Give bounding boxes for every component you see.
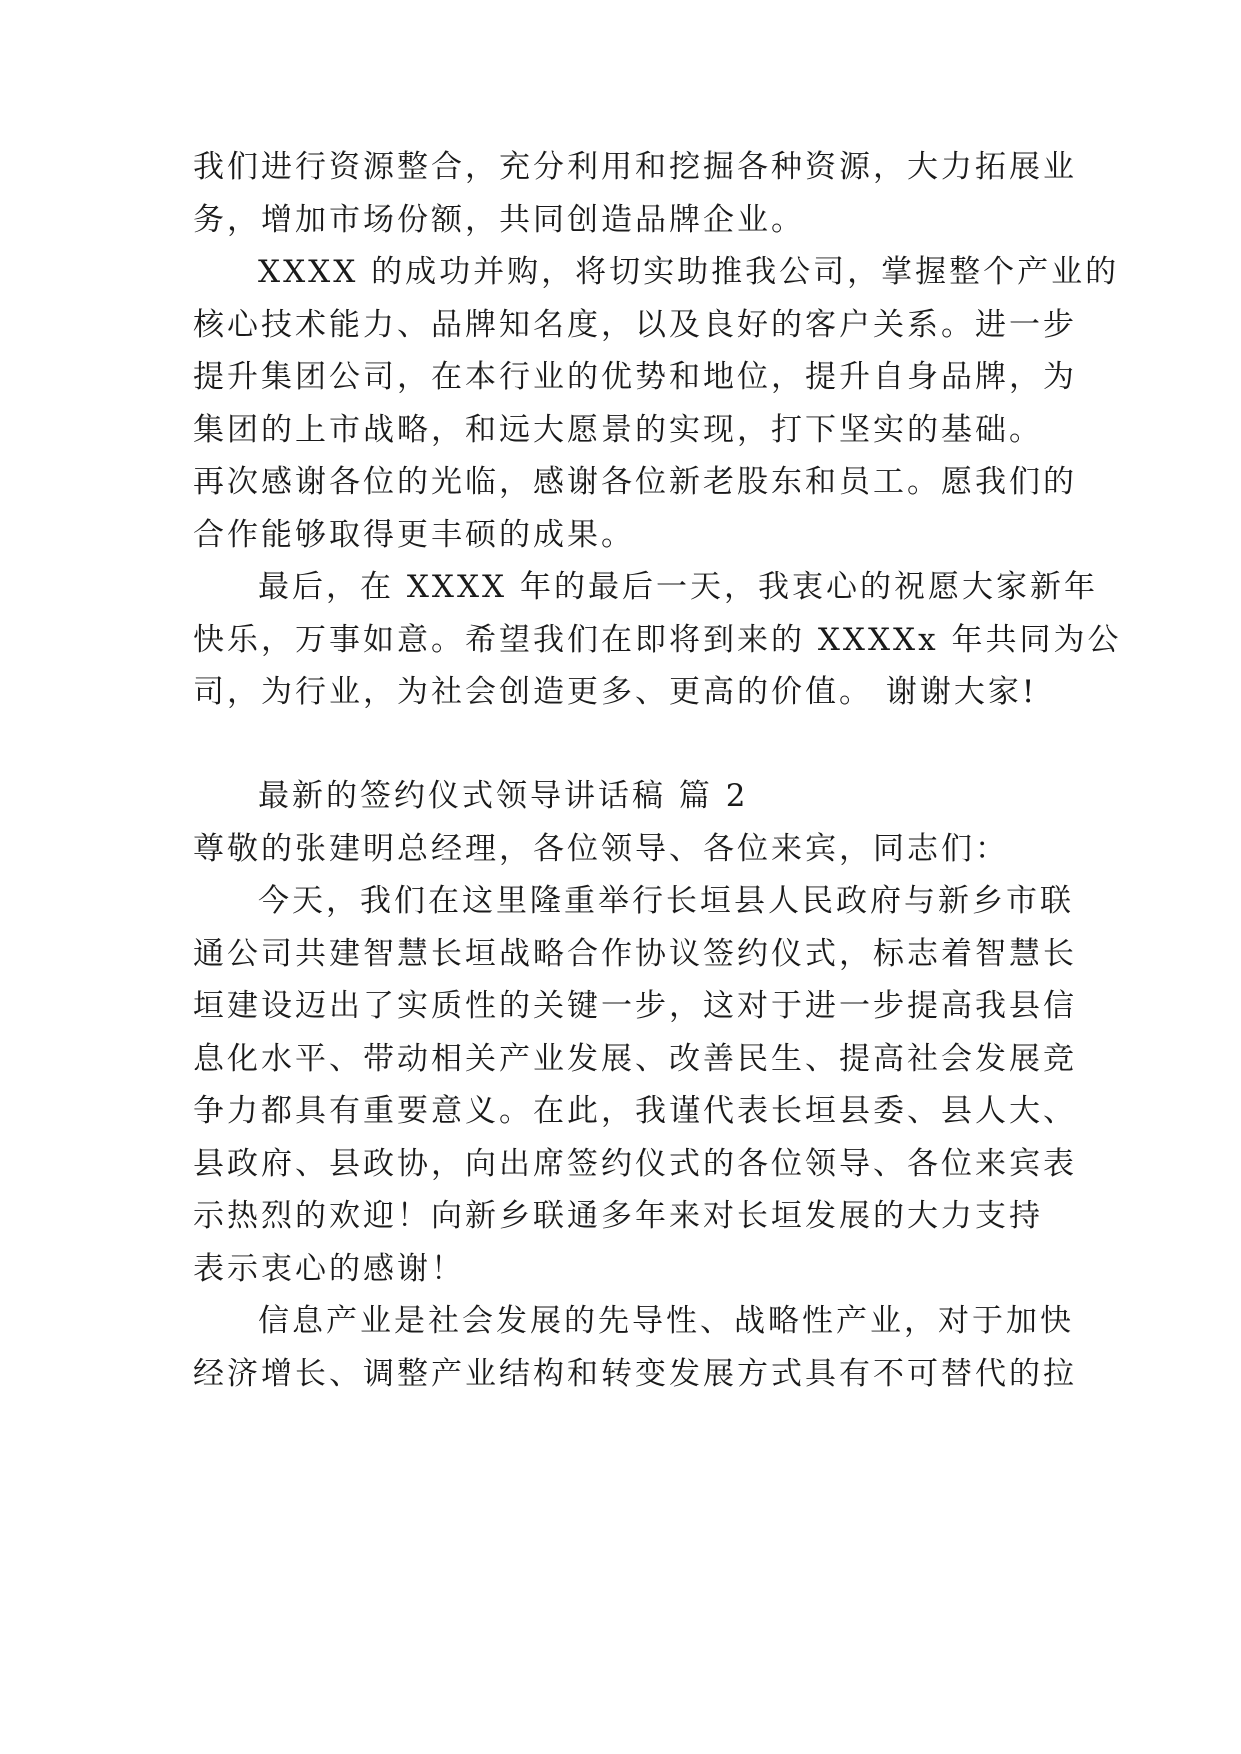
- paragraph-line: 示热烈的欢迎！向新乡联通多年来对长垣发展的大力支持: [193, 1198, 1043, 1234]
- paragraph-line: 务，增加市场份额，共同创造品牌企业。: [193, 202, 805, 238]
- paragraph-line: 信息产业是社会发展的先导性、战略性产业，对于加快: [258, 1303, 1074, 1339]
- paragraph-line: 通公司共建智慧长垣战略合作协议签约仪式，标志着智慧长: [193, 936, 1077, 972]
- paragraph-line: 息化水平、带动相关产业发展、改善民生、提高社会发展竞: [193, 1041, 1077, 1077]
- paragraph-line: 今天，我们在这里隆重举行长垣县人民政府与新乡市联: [258, 883, 1074, 919]
- paragraph-line: 经济增长、调整产业结构和转变发展方式具有不可替代的拉: [193, 1356, 1077, 1392]
- paragraph-line: 县政府、县政协，向出席签约仪式的各位领导、各位来宾表: [193, 1146, 1077, 1182]
- paragraph-line: 争力都具有重要意义。在此，我谨代表长垣县委、县人大、: [193, 1093, 1077, 1129]
- paragraph-line: 快乐，万事如意。希望我们在即将到来的 XXXXx 年共同为公: [193, 622, 1122, 658]
- paragraph-line: XXXX 的成功并购，将切实助推我公司，掌握整个产业的: [258, 254, 1120, 290]
- paragraph-line: 司，为行业，为社会创造更多、更高的价值。 谢谢大家!: [193, 674, 1038, 710]
- paragraph-line: 提升集团公司，在本行业的优势和地位，提升自身品牌，为: [193, 359, 1077, 395]
- paragraph-line: 我们进行资源整合，充分利用和挖掘各种资源，大力拓展业: [193, 149, 1077, 185]
- paragraph-line: 再次感谢各位的光临，感谢各位新老股东和员工。愿我们的: [193, 464, 1077, 500]
- section-heading: 最新的签约仪式领导讲话稿 篇 2: [258, 778, 749, 814]
- paragraph-line: 垣建设迈出了实质性的关键一步，这对于进一步提高我县信: [193, 988, 1077, 1024]
- paragraph-line: 表示衷心的感谢！: [193, 1251, 465, 1287]
- paragraph-line: 最后，在 XXXX 年的最后一天，我衷心的祝愿大家新年: [258, 569, 1098, 605]
- paragraph-line: 集团的上市战略，和远大愿景的实现，打下坚实的基础。: [193, 412, 1043, 448]
- paragraph-line: 核心技术能力、品牌知名度，以及良好的客户关系。进一步: [193, 307, 1077, 343]
- paragraph-line: 合作能够取得更丰硕的成果。: [193, 517, 635, 553]
- salutation-line: 尊敬的张建明总经理，各位领导、各位来宾，同志们：: [193, 831, 1009, 867]
